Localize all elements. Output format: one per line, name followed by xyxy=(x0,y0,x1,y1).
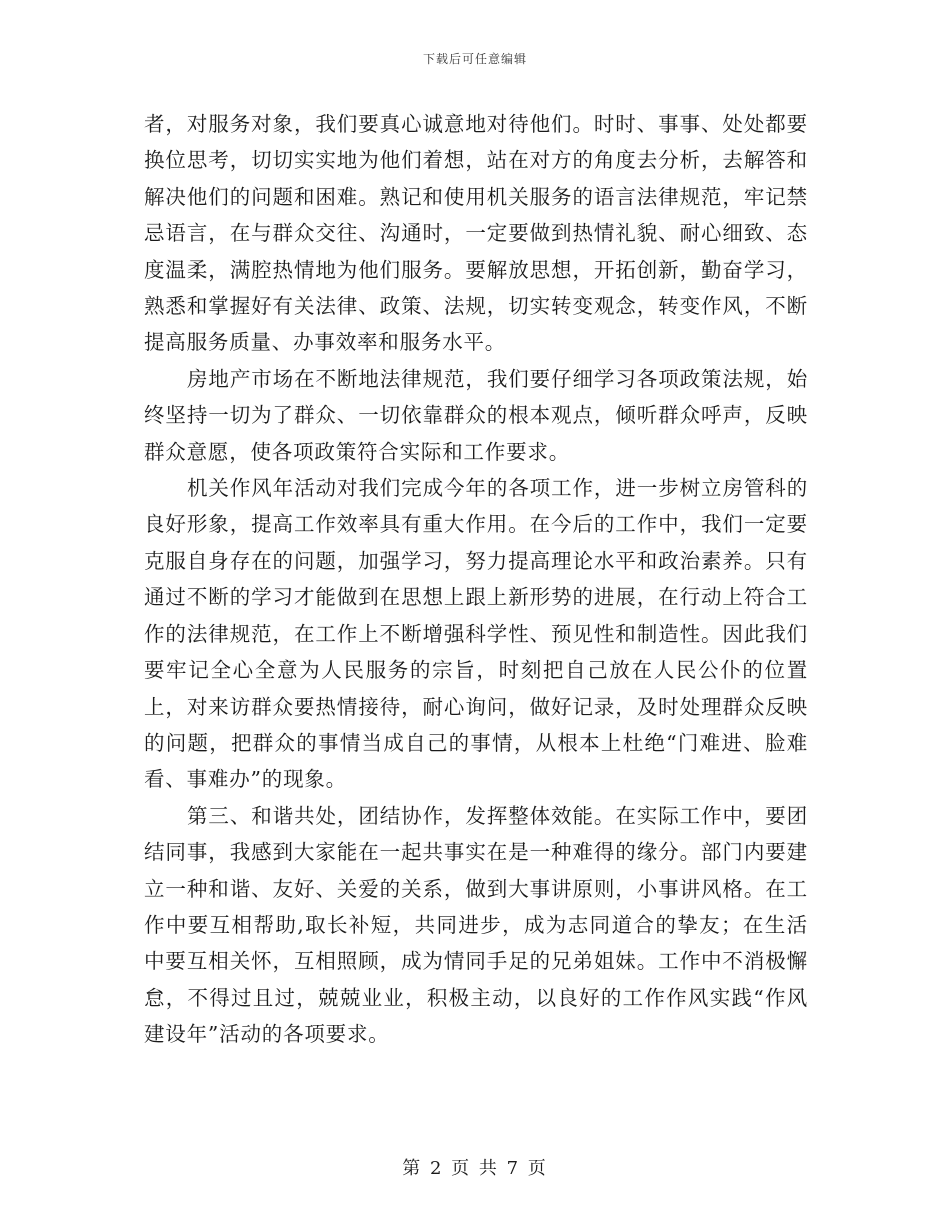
document-body xyxy=(144,106,808,1053)
paragraph-work-style-year: 机关作风年活动对我们完成今年的各项工作，进一步树立房管科的良好形象，提高工作效率具有重大作用。在今后的工作中，我们一定要克服自身存在的问题，加强学习，努力提高理论水平和政治素养。只有通过不断的学习才能做到在思想上跟上新形势的进展，在行动上符合工作的法律规范，在工作上不断增强科学性、预见性和制造性。因此我们要牢记全心全意为人民服务的宗旨，时刻把自己放在人民公仆的位置上，对来访群众要热情接待，耐心询问，做好记录，及时处理群众反映的问题，把群众的事情当成自己的事情，从根本上杜绝“门难进、脸难看、事难办”的现象。 xyxy=(144,476,808,792)
page-number-footer: 第 2 页 共 7 页 xyxy=(402,1158,548,1179)
paragraph-third-harmony: 第三、和谐共处，团结协作，发挥整体效能。在实际工作中，要团结同事，我感到大家能在一起共事实在是一种难得的缘分。部门内要建立一种和谐、友好、关爱的关系，做到大事讲原则，小事讲风格。在工作中要互相帮助,取长补短，共同进步，成为志同道合的挚友；在生活中要互相关怀，互相照顾，成为情同手足的兄弟姐妹。工作中不消极懈怠，不得过且过，兢兢业业，积极主动，以良好的工作作风实践“作风建设年”活动的各项要求。 xyxy=(144,803,808,1047)
paragraph-real-estate: 房地产市场在不断地法律规范，我们要仔细学习各项政策法规，始终坚持一切为了群众、一切依靠群众的根本观点，倾听群众呼声，反映群众意愿，使各项政策符合实际和工作要求。 xyxy=(144,366,808,464)
page-header: 下载后可任意编辑 xyxy=(422,52,527,66)
paragraph-continued: 者，对服务对象，我们要真心诚意地对待他们。时时、事事、处处都要换位思考，切切实实地为他们着想，站在对方的角度去分析，去解答和解决他们的问题和困难。熟记和使用机关服务的语言法律规范，牢记禁忌语言，在与群众交往、沟通时，一定要做到热情礼貌、耐心细致、态度温柔，满腔热情地为他们服务。要解放思想，开拓创新，勤奋学习，熟悉和掌握好有关法律、政策、法规，切实转变观念，转变作风，不断提高服务质量、办事效率和服务水平。 xyxy=(144,112,808,355)
